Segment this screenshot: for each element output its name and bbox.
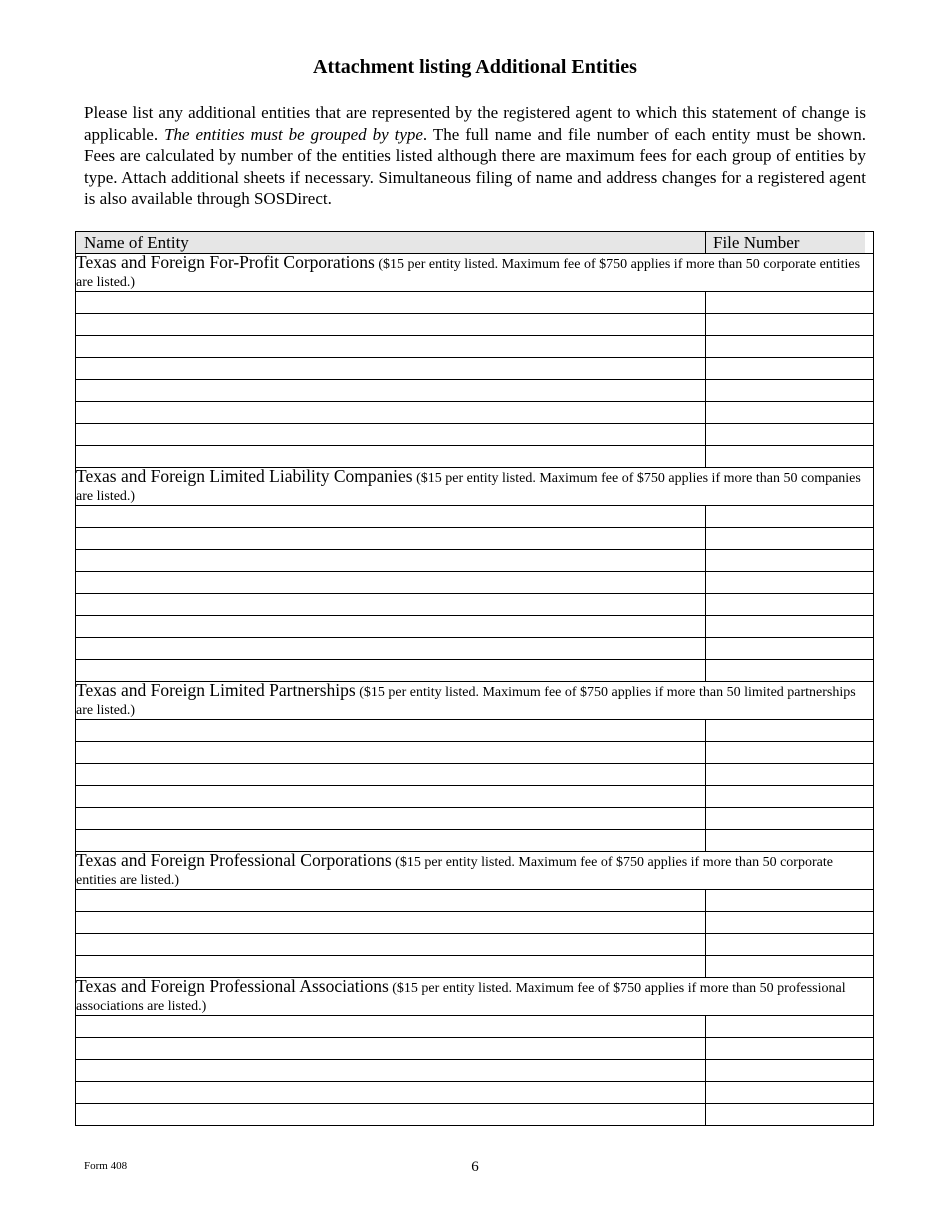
entity-name-field[interactable]	[76, 402, 706, 424]
column-header-file-number	[706, 232, 874, 254]
entity-entry-row	[76, 830, 874, 852]
file-number-field[interactable]	[706, 594, 874, 616]
entity-group-title	[76, 682, 874, 720]
entity-entry-row	[76, 336, 874, 358]
entity-group-name: Texas and Foreign Professional Corporations	[76, 850, 392, 870]
instructions-paragraph	[84, 102, 866, 210]
entity-group-title	[76, 468, 874, 506]
entity-entry-row	[76, 314, 874, 336]
column-header-entity-name: Name of Entity	[76, 232, 706, 254]
entity-group-name: Texas and Foreign For-Profit Corporations	[76, 252, 375, 272]
file-number-field[interactable]	[706, 830, 874, 852]
entity-name-field[interactable]	[76, 808, 706, 830]
instructions-text-2: . The full name and file number of each entity must be shown. Fees are calculated by number of the entities listed although there are maximum fees for each group of entities by type. Attach additional sheets if necessary. Simultaneous filing of name and address changes for a registered agent is also available through SOSDirect.	[84, 124, 867, 208]
entity-name-field[interactable]	[76, 660, 706, 682]
entity-name-field[interactable]	[76, 786, 706, 808]
entity-name-field[interactable]	[76, 424, 706, 446]
entity-entry-row	[76, 550, 874, 572]
form-number: Form 408	[84, 1160, 128, 1172]
entity-group-header	[76, 978, 874, 1016]
entity-name-field[interactable]	[76, 292, 706, 314]
entities-table	[75, 231, 874, 1126]
entity-name-field[interactable]	[76, 336, 706, 358]
entity-entry-row	[76, 292, 874, 314]
entity-entry-row	[76, 424, 874, 446]
file-number-field[interactable]	[706, 292, 874, 314]
file-number-field[interactable]	[706, 890, 874, 912]
entity-name-field[interactable]	[76, 1016, 706, 1038]
file-number-field[interactable]	[706, 660, 874, 682]
column-header-file-number-label: File Number	[706, 232, 865, 253]
entity-entry-row	[76, 912, 874, 934]
page-number: 6	[471, 1159, 479, 1175]
entity-entry-row	[76, 890, 874, 912]
entity-entry-row	[76, 380, 874, 402]
entity-name-field[interactable]	[76, 934, 706, 956]
entity-name-field[interactable]	[76, 742, 706, 764]
entity-entry-row	[76, 1082, 874, 1104]
instructions-text-1: Please list any additional entities that are represented by the registered agent to which this statement of change is applicable.	[84, 103, 866, 144]
entity-group-title	[76, 254, 874, 292]
entity-name-field[interactable]	[76, 830, 706, 852]
entity-name-field[interactable]	[76, 572, 706, 594]
file-number-field[interactable]	[706, 1038, 874, 1060]
entity-entry-row	[76, 720, 874, 742]
entity-entry-row	[76, 786, 874, 808]
entity-name-field[interactable]	[76, 1082, 706, 1104]
entity-entry-row	[76, 1016, 874, 1038]
entity-entry-row	[76, 506, 874, 528]
file-number-field[interactable]	[706, 912, 874, 934]
table-header-row	[76, 232, 874, 254]
file-number-field[interactable]	[706, 720, 874, 742]
file-number-field[interactable]	[706, 402, 874, 424]
entity-group-name: Texas and Foreign Professional Associations	[76, 976, 389, 996]
entity-entry-row	[76, 358, 874, 380]
entity-name-field[interactable]	[76, 358, 706, 380]
entity-name-field[interactable]	[76, 956, 706, 978]
entity-entry-row	[76, 1104, 874, 1126]
entity-group-fee-note: ($15 per entity listed. Maximum fee of $750 applies if more than 50 professional associations are listed.)	[76, 981, 846, 1014]
entity-name-field[interactable]	[76, 1060, 706, 1082]
entity-group-fee-note: ($15 per entity listed. Maximum fee of $750 applies if more than 50 corporate entities are listed.)	[76, 855, 833, 888]
file-number-field[interactable]	[706, 786, 874, 808]
page-title: Attachment listing Additional Entities	[313, 56, 637, 78]
entity-entry-row	[76, 1038, 874, 1060]
entity-name-field[interactable]	[76, 638, 706, 660]
file-number-field[interactable]	[706, 742, 874, 764]
file-number-field[interactable]	[706, 808, 874, 830]
entity-name-field[interactable]	[76, 1038, 706, 1060]
file-number-field[interactable]	[706, 638, 874, 660]
file-number-field[interactable]	[706, 358, 874, 380]
entity-entry-row	[76, 808, 874, 830]
entity-name-field[interactable]	[76, 912, 706, 934]
entity-entry-row	[76, 616, 874, 638]
entity-name-field[interactable]	[76, 890, 706, 912]
entity-group-title	[76, 852, 874, 890]
entity-entry-row	[76, 1060, 874, 1082]
entity-entry-row	[76, 956, 874, 978]
entity-group-header	[76, 852, 874, 890]
instructions-emphasis: The entities must be grouped by type	[164, 124, 423, 144]
file-number-field[interactable]	[706, 934, 874, 956]
file-number-field[interactable]	[706, 424, 874, 446]
entity-name-field[interactable]	[76, 550, 706, 572]
file-number-field[interactable]	[706, 1060, 874, 1082]
entity-group-fee-note: ($15 per entity listed. Maximum fee of $750 applies if more than 50 corporate entities are listed.)	[76, 257, 861, 290]
entity-entry-row	[76, 402, 874, 424]
entity-name-field[interactable]	[76, 506, 706, 528]
entity-name-field[interactable]	[76, 616, 706, 638]
entity-group-name: Texas and Foreign Limited Partnerships	[76, 680, 356, 700]
entity-group-title	[76, 978, 874, 1016]
file-number-field[interactable]	[706, 1016, 874, 1038]
file-number-field[interactable]	[706, 528, 874, 550]
entity-name-field[interactable]	[76, 380, 706, 402]
entity-group-header	[76, 468, 874, 506]
file-number-field[interactable]	[706, 572, 874, 594]
file-number-field[interactable]	[706, 764, 874, 786]
entity-name-field[interactable]	[76, 720, 706, 742]
entity-entry-row	[76, 660, 874, 682]
file-number-field[interactable]	[706, 380, 874, 402]
file-number-field[interactable]	[706, 956, 874, 978]
entity-entry-row	[76, 528, 874, 550]
file-number-field[interactable]	[706, 616, 874, 638]
file-number-field[interactable]	[706, 550, 874, 572]
file-number-field[interactable]	[706, 1104, 874, 1126]
entity-entry-row	[76, 594, 874, 616]
entity-name-field[interactable]	[76, 314, 706, 336]
entity-group-name: Texas and Foreign Limited Liability Companies	[76, 466, 413, 486]
file-number-field[interactable]	[706, 506, 874, 528]
file-number-field[interactable]	[706, 336, 874, 358]
file-number-field[interactable]	[706, 1082, 874, 1104]
entity-entry-row	[76, 934, 874, 956]
file-number-field[interactable]	[706, 314, 874, 336]
entity-group-header	[76, 254, 874, 292]
entity-entry-row	[76, 446, 874, 468]
entity-group-fee-note: ($15 per entity listed. Maximum fee of $750 applies if more than 50 limited partnerships are listed.)	[76, 685, 856, 718]
entity-entry-row	[76, 742, 874, 764]
entity-group-fee-note: ($15 per entity listed. Maximum fee of $750 applies if more than 50 companies are listed.)	[76, 471, 861, 504]
entity-name-field[interactable]	[76, 528, 706, 550]
entity-entry-row	[76, 572, 874, 594]
entity-name-field[interactable]	[76, 1104, 706, 1126]
entity-entry-row	[76, 764, 874, 786]
entity-name-field[interactable]	[76, 446, 706, 468]
file-number-field[interactable]	[706, 446, 874, 468]
entity-name-field[interactable]	[76, 764, 706, 786]
entity-group-header	[76, 682, 874, 720]
entity-name-field[interactable]	[76, 594, 706, 616]
entity-entry-row	[76, 638, 874, 660]
